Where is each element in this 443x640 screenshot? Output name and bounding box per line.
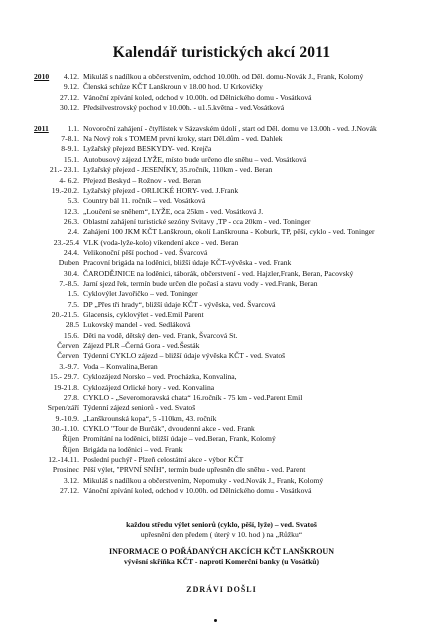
event-date (14, 258, 79, 268)
event-description: Lyžařský přejezd - ORLICKÉ HORY- ved. J.Frank (83, 185, 239, 195)
event-date-text: 23.-25.4 (53, 237, 79, 247)
event-date-text: Srpen/září (47, 403, 79, 413)
event-date-text: 27.12. (60, 92, 79, 102)
event-row (0, 82, 443, 92)
event-description: Týdenní zájezd seniorů - ved. Svatoš (83, 403, 196, 413)
seniors-note (0, 520, 443, 540)
event-description: CYKLO - „Severomoravská chata“ 16.ročník - 75 km - ved.Parent Emil (83, 392, 303, 402)
event-date (14, 155, 79, 165)
event-date (14, 82, 79, 92)
event-row (0, 165, 443, 175)
event-description: Promítání na loděnici, bližší údaje – ved.Beran, Frank, Kolomý (83, 434, 276, 444)
event-row (0, 176, 443, 186)
event-date-text: 19.-20.2. (51, 185, 79, 195)
event-description: Cyklozájezd Orlické hory - ved. Konvalina (83, 382, 215, 392)
event-description: Country bál 11. ročník – ved. Vosátková (83, 196, 206, 206)
event-description: Pěší výlet, "PRVNÍ SNÍH", termín bude upřesněn dle sněhu - ved. Parent (83, 465, 306, 475)
event-row (0, 341, 443, 351)
event-date (14, 134, 79, 144)
event-date (14, 186, 79, 196)
event-date (14, 300, 79, 310)
event-description: Předsilvestrovský pochod v 10.00h. - u1.5.května - ved.Vosátková (83, 103, 285, 113)
event-description: Vánoční zpívání koled, odchod v 10.00h. od Dělnického domu - Vosátková (83, 92, 312, 102)
event-row (0, 134, 443, 144)
event-date-text: 15.6. (63, 330, 79, 340)
event-date-text: 4- 6.2. (59, 175, 79, 185)
event-description: Lyžařský přejezd BESKYDY- ved. Krejča (83, 144, 212, 154)
event-row (0, 351, 443, 361)
event-date (14, 372, 79, 382)
event-date-text: 8-9.1. (61, 144, 79, 154)
event-description: Na Nový rok s TOMEM první kroky, start Děl.dům - ved. Dahlek (83, 134, 283, 144)
event-date-text: 5.3. (67, 196, 79, 206)
event-description: Lyžařský přejezd - JESENÍKY, 35.ročník, 110km - ved. Beran (83, 165, 273, 175)
event-row (0, 217, 443, 227)
event-row (0, 289, 443, 299)
event-description: Zájezd PLR –Černá Gora - ved.Šesták (83, 341, 200, 351)
event-date-text: 24.4. (63, 247, 79, 257)
event-date (14, 279, 79, 289)
event-date (14, 176, 79, 186)
event-row (0, 300, 443, 310)
event-date (14, 248, 79, 258)
event-date-text: 12.3. (63, 206, 79, 216)
bullet-dot (214, 619, 217, 622)
event-date (14, 476, 79, 486)
event-row (0, 93, 443, 103)
event-year: 2010 (34, 72, 50, 81)
event-row (0, 465, 443, 475)
event-date-text: 2.4. (67, 227, 79, 237)
event-description: Vánoční zpívání koled, odchod v 10.00h. od Dělnického domu - Vosátková (83, 486, 312, 495)
event-description: ČARODĚJNICE na loděnici, táborák, občerstvení - ved. Hajzler,Frank, Beran, Pacovský (83, 268, 354, 278)
event-date-text: 26.3. (63, 216, 79, 226)
event-row (0, 476, 443, 486)
event-date (14, 455, 79, 465)
event-row (0, 362, 443, 372)
event-description: Cyklovýlet Javořičko – ved. Toninger (83, 289, 198, 299)
event-date-text: 28.5 (65, 320, 79, 330)
event-row (0, 227, 443, 237)
event-description: Mikuláš s nadílkou a občerstvením, Nepomuky - ved.Novák J., Frank, Kolomý (83, 475, 324, 485)
event-row (0, 113, 443, 123)
event-date-text: 7-8.1. (61, 134, 79, 144)
event-description: „Loučení se sněhem“, LYŽE, oca 25km - ved. Vosátková J. (83, 206, 264, 216)
event-date (14, 434, 79, 444)
event-description: Cyklozájezd Norsko – ved. Procházka, Konvalina, (83, 372, 237, 382)
event-date (14, 289, 79, 299)
event-date-text: 30.4. (63, 268, 79, 278)
event-date (14, 72, 79, 82)
event-date (14, 465, 79, 475)
event-date-text: 3.-9.7. (59, 361, 79, 371)
event-description: Lukovský mandel - ved. Sedláková (83, 320, 191, 330)
event-date (14, 144, 79, 154)
event-date-text: 20.-21.5. (51, 310, 79, 320)
event-row (0, 196, 443, 206)
event-description: Jarní sjezd řek, termín bude určen dle počasí a stavu vody - ved.Frank, Beran (83, 279, 318, 288)
event-date-text: 9.-10.9. (55, 413, 79, 423)
event-description: CYKLO "Tour de Burčák", dvoudenní akce - ved. Frank (83, 423, 255, 433)
event-date (14, 486, 79, 496)
event-row (0, 310, 443, 320)
event-date (14, 93, 79, 103)
event-description: Autobusový zájezd LYŽE, místo bude určeno dle sněhu – ved. Vosátková (83, 154, 307, 164)
signature: ZDRÁVI DOŠLI (186, 585, 257, 594)
event-date (14, 383, 79, 393)
event-description: Pracovní brigáda na loděnici, bližší údaje KČT-vývěska - ved. Frank (83, 258, 292, 268)
event-description: „Lanškrounská kopa“, 5 -110km, 43. ročník (83, 413, 217, 423)
event-row (0, 320, 443, 330)
event-row (0, 445, 443, 455)
event-date-text: 15.- 29.7. (49, 372, 79, 382)
event-row (0, 372, 443, 382)
event-row (0, 103, 443, 113)
event-description: DP „Přes tři hrady“, bližší údaje KČT - vývěska, ved. Švarcová (83, 299, 276, 309)
info-line-2: vývěsní skříňka KČT - naproti Komerční banky (u Vosátků) (123, 557, 320, 566)
event-row (0, 144, 443, 154)
event-date-text: Říjen (62, 444, 79, 454)
event-date (14, 341, 79, 351)
event-row (0, 248, 443, 258)
event-date (14, 227, 79, 237)
event-row (0, 403, 443, 413)
event-row (0, 393, 443, 403)
event-date (14, 424, 79, 434)
event-row (0, 331, 443, 341)
event-description: Děti na vodě, dětský den- ved. Frank, Švarcová St. (83, 330, 238, 340)
event-date-text: 4.12. (63, 72, 79, 81)
event-date-text: 30.12. (60, 103, 79, 113)
event-row (0, 207, 443, 217)
event-date-text: 1.1. (67, 123, 79, 133)
event-date (14, 362, 79, 372)
event-date (14, 217, 79, 227)
event-date-text: 12.-14.11. (48, 454, 79, 464)
event-row (0, 414, 443, 424)
event-date-text: Červen (57, 341, 79, 351)
event-date (14, 207, 79, 217)
seniors-line-2: upřesnění den předem ( úterý v 10. hod ) na „Růžku“ (140, 530, 303, 539)
event-date-text: 3.12. (63, 475, 79, 485)
event-row (0, 434, 443, 444)
event-date-text: Duben (58, 258, 79, 268)
event-row (0, 238, 443, 248)
event-row (0, 383, 443, 393)
event-year: 2011 (34, 123, 49, 133)
event-description: Zahájení 100 JKM KČT Lanškroun, okolí Lanškrouna - Koburk, TP, pěší, cyklo - ved. Toninger (83, 227, 375, 237)
event-date-text: 1.5. (67, 289, 79, 299)
event-date-text: 21.- 23.1. (49, 165, 79, 175)
event-description: VLK (voda-lyže-kolo) víkendení akce - ved. Beran (83, 237, 239, 247)
event-date-text: 9.12. (63, 82, 79, 92)
info-line-1: INFORMACE O POŘÁDANÝCH AKCÍCH KČT LANŠKROUN (109, 547, 334, 556)
event-row (0, 424, 443, 434)
event-description: Novoroční zahájení - čtyřlístek v Sázavském údolí , start od Děl. domu ve 13.00h - ved. J.Novák (83, 123, 377, 133)
event-row (0, 186, 443, 196)
event-date (14, 331, 79, 341)
seniors-line-1: každou středu výlet seniorů (cyklo, pěší, lyže) – ved. Svatoš (126, 520, 317, 529)
event-date (14, 103, 79, 113)
event-date-text: 30.-1.10. (51, 423, 79, 433)
event-description: Členská schůze KČT Lanškroun v 18.00 hod. U Krkovičky (83, 82, 263, 92)
event-date (14, 414, 79, 424)
event-description: Glacensis, cyklovýlet - ved.Emil Parent (83, 310, 204, 320)
event-date-text: 19-21.8. (53, 382, 79, 392)
event-date (14, 445, 79, 455)
event-row (0, 269, 443, 279)
event-description: Oblastní zahájení turistické sezóny Svitavy ,TP - cca 20km - ved. Toninger (83, 216, 311, 226)
event-date-text: 27.8. (63, 392, 79, 402)
event-description: Poslední puchýř - Plzeň celostátní akce - výbor KČT (83, 454, 244, 464)
event-date-text: Říjen (62, 434, 79, 444)
event-date-text: 7.-8.5. (59, 279, 79, 288)
event-date (14, 403, 79, 413)
event-date (14, 310, 79, 320)
event-date (14, 320, 79, 330)
event-date-text: 7.5. (67, 299, 79, 309)
event-row (0, 486, 443, 496)
event-description: Velikonoční pěší pochod - ved. Švarcová (83, 247, 208, 257)
event-date (14, 124, 79, 134)
info-block (0, 547, 443, 567)
event-date (14, 196, 79, 206)
event-row (0, 279, 443, 289)
event-description: Mikuláš s nadílkou a občerstvením, odchod 10.00h. od Děl. domu-Novák J., Frank, Kolomý (83, 72, 364, 81)
page-title: Kalendář turistických akcí 2011 (112, 44, 331, 61)
event-date-text: Prosinec (52, 465, 79, 475)
event-date (14, 269, 79, 279)
event-date-text: 27.12. (60, 486, 79, 495)
event-date (14, 351, 79, 361)
event-row (0, 124, 443, 134)
event-row (0, 258, 443, 268)
event-date (14, 393, 79, 403)
event-row (0, 155, 443, 165)
event-date-text: 15.1. (63, 154, 79, 164)
event-description: Přejezd Beskyd – Rožnov - ved. Beran (83, 175, 201, 185)
event-row (0, 72, 443, 82)
event-description: Voda – Konvalina,Beran (83, 361, 158, 371)
event-date-text: Červen (57, 351, 79, 361)
event-description: Týdenní CYKLO zájezd – bližší údaje vývěska KČT - ved. Svatoš (83, 351, 286, 361)
event-description: Brigáda na loděnici – ved. Frank (83, 444, 183, 454)
event-row (0, 455, 443, 465)
event-date (14, 238, 79, 248)
event-date (14, 165, 79, 175)
